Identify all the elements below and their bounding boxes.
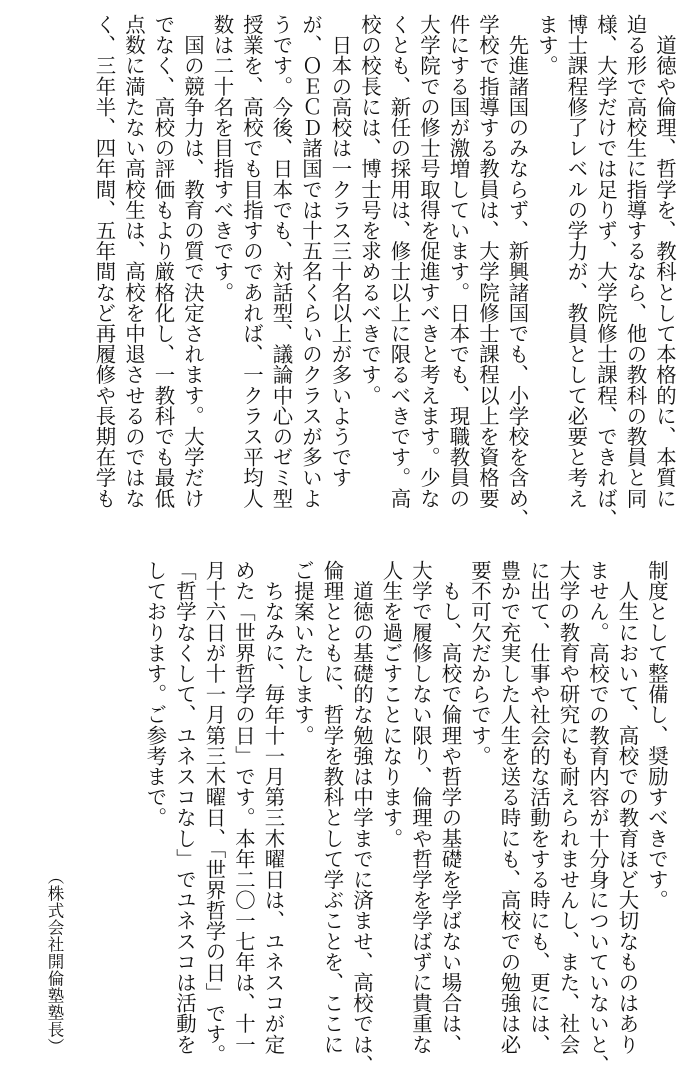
text-column: うです。今後、日本でも、対話型、議論中心のゼミ型: [269, 14, 294, 509]
text-column: 大学の教育や研究にも耐えられませんし、また、社会: [556, 560, 581, 1055]
text-column: 道徳の基礎的な勉強は中学までに済ませ、高校では、: [350, 560, 374, 1075]
text-column: ご提案いたします。: [291, 560, 315, 746]
text-column: 点数に満たない高校生は、高校を中退させるのではな: [122, 14, 146, 509]
author-signature: （株式会社開倫塾塾長）: [45, 868, 64, 1055]
text-column: ます。: [535, 14, 559, 76]
text-column: 月十六日が十一月第三木曜日、「世界哲学の日」です。: [202, 560, 227, 1065]
text-column: 大学院での修士号取得を促進すべきと考えます。少な: [417, 14, 441, 509]
text-column: 校の校長には、博士号を求めるべきです。: [358, 14, 382, 406]
text-column: 件にする国が激増しています。日本でも、現職教員の: [446, 14, 471, 509]
text-column: 人生を過ごすことになります。: [379, 560, 404, 849]
lower-text-block: [140, 560, 671, 1075]
text-column: 迫る形で高校生に指導するなら、他の教科の教員と同: [623, 14, 648, 509]
text-column: 道徳や倫理、哲学を、教科として本格的に、本質に: [653, 14, 677, 509]
text-column: めた「世界哲学の日」です。本年二〇一七年は、十一: [232, 560, 256, 1055]
text-column: 制度として整備し、奨励すべきです。: [645, 560, 669, 911]
text-column: ちなみに、毎年十一月第三木曜日は、ユネスコが定: [261, 560, 286, 1055]
text-column: 「哲学なくして、ユネスコなし」でユネスコは活動を: [173, 560, 197, 1055]
text-column: しております。ご参考まで。: [143, 560, 168, 828]
upper-text-block: [89, 14, 679, 534]
text-column: でなく、高校の評価もより厳格化し、一教科でも最低: [151, 14, 176, 509]
text-column: もし、高校で倫理や哲学の基礎を学ばない場合は、: [438, 560, 463, 1055]
text-column: ません。高校での教育内容が十分身についていないと、: [586, 560, 610, 1075]
text-column: に出て、仕事や社会的な活動をする時にも、更には、: [527, 560, 551, 1055]
text-column: 要不可欠だからです。: [468, 560, 492, 766]
text-column: 人生において、高校での教育ほど大切なものはあり: [615, 560, 640, 1055]
text-column: 日本の高校は一クラス三十名以上が多いようです: [328, 14, 353, 488]
text-column: 授業を、高校でも目指すのであれば、一クラス平均人: [240, 14, 264, 509]
text-column: が、ＯＥＣＤ諸国では十五名くらいのクラスが多いよ: [299, 14, 323, 509]
text-column: 様、大学だけでは足りず、大学院修士課程、できれば、: [594, 14, 618, 529]
text-column: 国の競争力は、教育の質で決定されます。大学だけ: [181, 14, 205, 509]
text-column: く、三年半、四年間、五年間など再履修や長期在学も: [92, 14, 117, 509]
text-column: 豊かで充実した人生を送る時にも、高校での勉強は必: [497, 560, 522, 1055]
text-column: 数は二十名を目指すべきです。: [210, 14, 235, 303]
text-column: 学校で指導する教員は、大学院修士課程以上を資格要: [476, 14, 500, 509]
text-column: 博士課程修了レベルの学力が、教員として必要と考え: [564, 14, 589, 509]
text-column: 先進諸国のみならず、新興諸国でも、小学校を含め、: [505, 14, 530, 529]
text-column: 倫理とともに、哲学を教科として学ぶことを、ここに: [320, 560, 345, 1055]
text-column: くとも、新任の採用は、修士以上に限るべきです。高: [387, 14, 412, 509]
text-column: 大学で履修しない限り、倫理や哲学を学ばずに貴重な: [409, 560, 433, 1055]
